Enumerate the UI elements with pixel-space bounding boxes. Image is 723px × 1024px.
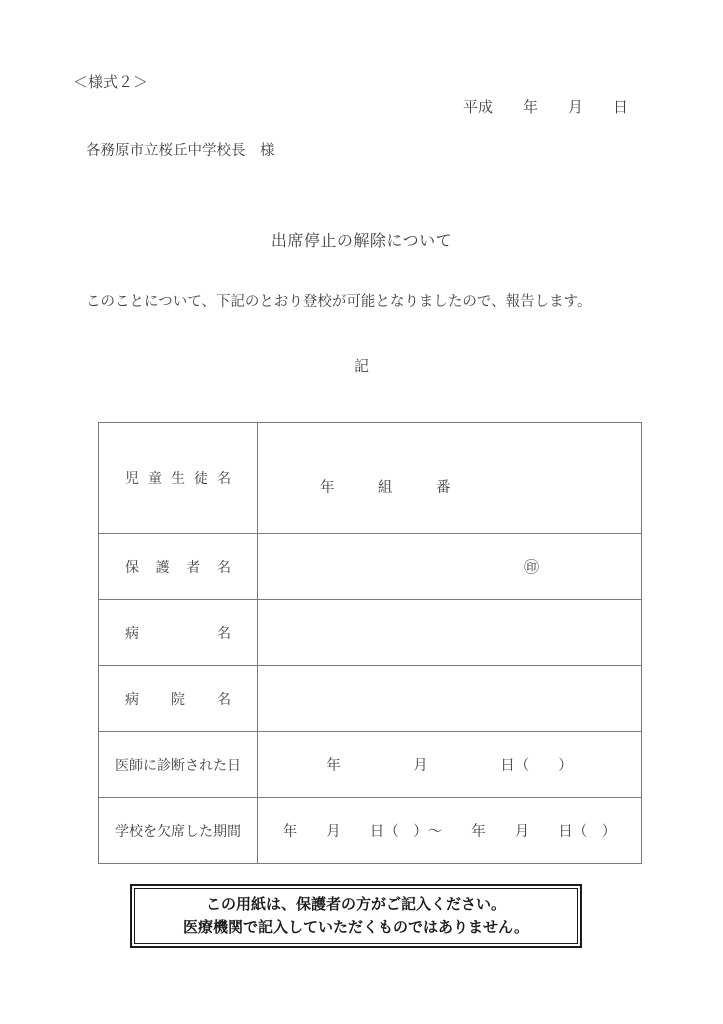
row-label-cell-diagnosis-date bbox=[99, 732, 258, 798]
row-label-student-name: 児 童 生 徒 名 bbox=[125, 472, 231, 487]
note-box bbox=[130, 884, 582, 948]
year-class-number-text: 年 組 番 bbox=[320, 479, 451, 496]
row-field-student-name bbox=[258, 423, 642, 534]
document-title: 出席停止の解除について bbox=[270, 233, 453, 250]
form-number-label: ＜様式２＞ bbox=[73, 75, 149, 91]
row-label-cell-student-name bbox=[99, 423, 258, 534]
row-label-cell-disease-name bbox=[99, 600, 258, 666]
row-field-guardian-name bbox=[258, 534, 642, 600]
note-line-2: 医療機関で記入していただくものではありません。 bbox=[183, 919, 529, 936]
row-field-diagnosis-date: 年 月 日（ ） bbox=[258, 732, 642, 798]
row-label-cell-guardian-name bbox=[99, 534, 258, 600]
row-label-absence-period: 学校を欠席した期間 bbox=[115, 824, 241, 840]
table-row-guardian-name bbox=[99, 534, 642, 600]
row-label-disease-name: 病 名 bbox=[125, 626, 231, 642]
row-field-hospital-name bbox=[258, 666, 642, 732]
body-paragraph: このことについて、下記のとおり登校が可能となりましたので、報告します。 bbox=[86, 294, 592, 310]
record-mark: 記 bbox=[353, 359, 369, 375]
table-row-diagnosis-date bbox=[99, 732, 642, 798]
row-label-diagnosis-date: 医師に診断された日 bbox=[115, 758, 241, 774]
row-label-cell-hospital-name bbox=[99, 666, 258, 732]
addressee-line: 各務原市立桜丘中学校長 様 bbox=[86, 143, 275, 159]
row-field-absence-period: 年 月 日（ ）～ 年 月 日（ ） bbox=[258, 798, 642, 864]
table-row-absence-period bbox=[99, 798, 642, 864]
table-row-hospital-name bbox=[99, 666, 642, 732]
row-label-hospital-name: 病 院 名 bbox=[125, 692, 231, 708]
row-label-cell-absence-period bbox=[99, 798, 258, 864]
form-table bbox=[98, 422, 642, 864]
table-row-student-name bbox=[99, 423, 642, 534]
row-field-disease-name bbox=[258, 600, 642, 666]
seal-mark-icon: ㊞ bbox=[523, 560, 539, 576]
note-box-inner bbox=[134, 888, 578, 944]
date-line: 平成 年 月 日 bbox=[462, 100, 628, 116]
row-label-guardian-name: 保 護 者 名 bbox=[125, 560, 231, 576]
table-row-disease-name bbox=[99, 600, 642, 666]
note-line-1: この用紙は、保護者の方がご記入ください。 bbox=[205, 896, 506, 913]
